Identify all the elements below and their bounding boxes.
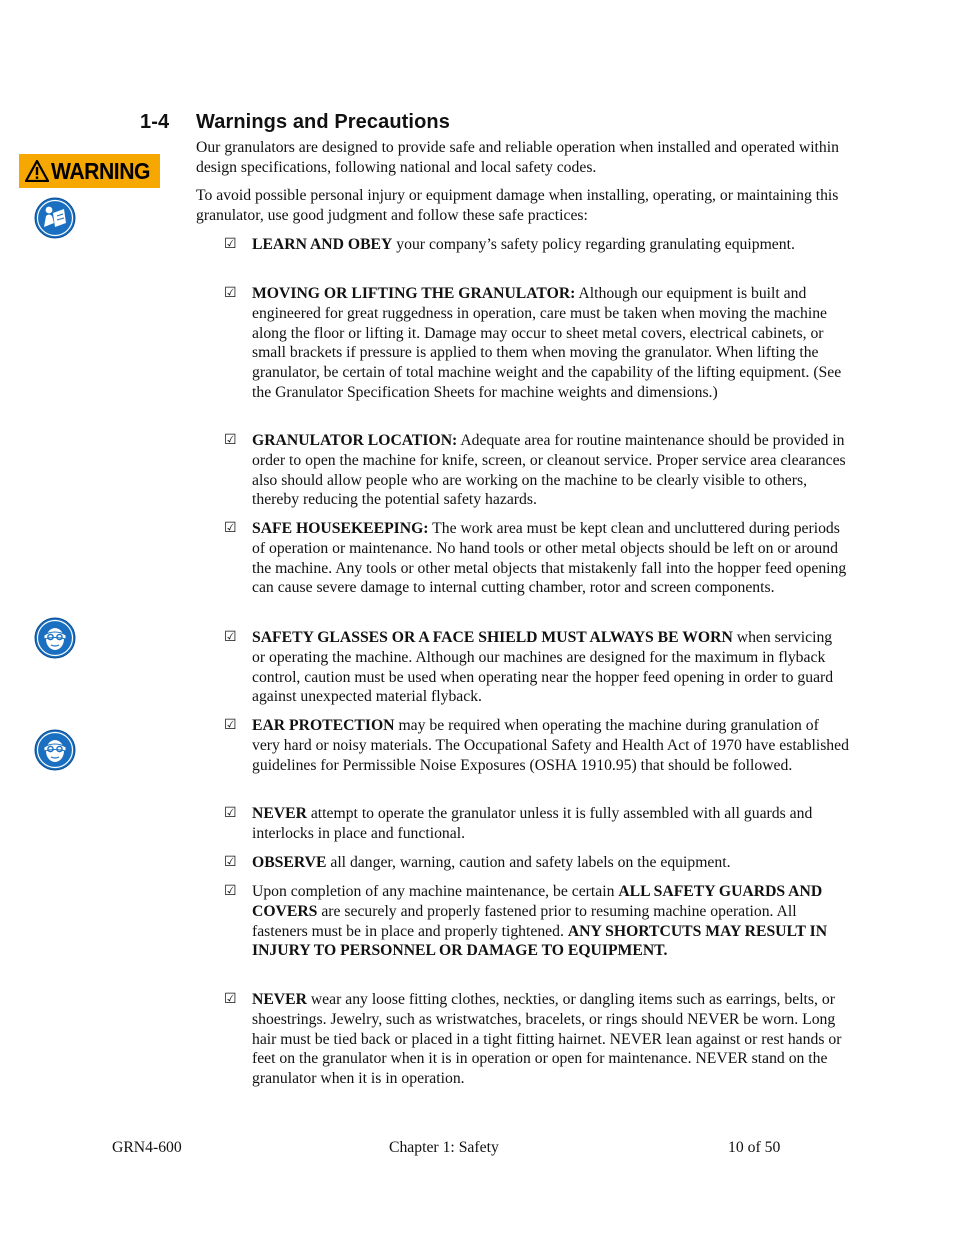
section-heading [140,111,450,134]
list-item [224,804,849,844]
checkbox-icon: ☑ [224,629,237,645]
checkbox-icon: ☑ [224,805,237,821]
footer-doc-id: GRN4-600 [112,1139,182,1156]
list-item [224,990,849,1089]
item-text: when servicing or operating the machine. Although our machines are designed for the maximum in flyback control, caution must be used when operating near the hopper feed opening in order to guard against unexpected material flyback. [252,629,834,706]
item-lead: NEVER [252,991,307,1008]
checkbox-icon: ☑ [224,991,237,1007]
item-lead: EAR PROTECTION [252,717,395,734]
item-lead: MOVING OR LIFTING THE GRANULATOR: [252,285,576,302]
item-lead: ALL SAFETY GUARDS AND COVERS [252,883,823,920]
item-lead: OBSERVE [252,854,327,871]
item-lead: NEVER [252,805,307,822]
eye-protection-icon [34,729,76,771]
list-item [224,284,849,403]
item-text: are securely and properly fastened prior to resuming machine operation. All fasteners must be in place and properly tightened. [252,902,797,940]
item-text: Adequate area for routine maintenance should be provided in order to open the machine for knife, screen, or cleanout service. Proper service area clearances also should allow people who are working on the machine to be clearly visible to others, thereby reducing the potential safety hazards. [252,432,846,509]
checkbox-icon: ☑ [224,520,237,536]
item-text: The work area must be kept clean and uncluttered during periods of operation or maintenance. No hand tools or other metal objects should be left on or around the machine. Any tools or other metal objects that mistakenly fall into the hopper feed opening can cause severe damage to internal cutting chamber, rotor and screen components. [252,520,847,597]
item-text: wear any loose fitting clothes, neckties, or dangling items such as earrings, belts, or shoestrings. Jewelry, such as wristwatches, bracelets, or rings should NEVER be worn. Long hair must be tied back or placed in a tight fitting hairnet. NEVER lean against or rest hands or feet on the granulator when it is in operation or open for maintenance. NEVER stand on the granulator when it is in operation. [252,991,842,1088]
list-item [224,235,849,255]
checkbox-icon: ☑ [224,883,237,899]
footer-chapter: Chapter 1: Safety [389,1139,499,1156]
item-text: attempt to operate the granulator unless it is fully assembled with all guards and interlocks in place and functional. [252,805,813,842]
item-text: may be required when operating the machine during granulation of very hard or noisy materials. The Occupational Safety and Health Act of 1970 have established guidelines for Permissible Noise Exposures (OSHA 1910.95) that should be followed. [252,717,849,774]
warning-triangle-icon [25,160,49,182]
item-lead: SAFETY GLASSES OR A FACE SHIELD MUST ALWAYS BE WORN [252,629,733,646]
read-manual-icon [34,197,76,239]
warning-label [19,154,160,188]
warning-text: WARNING [51,157,151,184]
section-title: Warnings and Precautions [196,111,450,133]
checkbox-icon: ☑ [224,432,237,448]
list-item [224,853,849,873]
checkbox-icon: ☑ [224,717,237,733]
checkbox-icon: ☑ [224,854,237,870]
item-lead: LEARN AND OBEY [252,236,393,253]
item-text: all danger, warning, caution and safety labels on the equipment. [326,854,731,871]
intro-paragraph: To avoid possible personal injury or equipment damage when installing, operating, or maintaining this granulator, use good judgment and follow these safe practices: [196,187,839,224]
list-item [224,519,849,598]
section-number: 1-4 [140,111,170,133]
eye-protection-icon [34,617,76,659]
list-item [224,882,849,961]
list-item [224,716,849,775]
item-text: your company’s safety policy regarding granulating equipment. [392,236,795,253]
checkbox-icon: ☑ [224,236,237,252]
list-item [224,628,849,707]
item-text: Although our equipment is built and engineered for great ruggedness in operation, care must be taken when moving the machine along the floor or lifting it. Damage may occur to sheet metal covers, electrical cabinets, or small brackets if pressure is applied to them when moving the granulator. When lifting the granulator, be certain of total machine weight and the capability of the lifting equipment. (See the Granulator Specification Sheets for machine weights and dimensions.) [252,285,842,401]
item-text: Upon completion of any machine maintenance, be certain [252,883,619,900]
list-item [224,431,849,510]
intro-paragraph: Our granulators are designed to provide safe and reliable operation when installed and operated within design specifications, following national and local safety codes. [196,139,839,176]
item-lead: SAFE HOUSEKEEPING: [252,520,429,537]
item-emphasis: ANY SHORTCUTS MAY RESULT IN INJURY TO PERSONNEL OR DAMAGE TO EQUIPMENT. [252,922,828,960]
item-lead: GRANULATOR LOCATION: [252,432,458,449]
checkbox-icon: ☑ [224,285,237,301]
footer-page-number: 10 of 50 [728,1139,781,1156]
